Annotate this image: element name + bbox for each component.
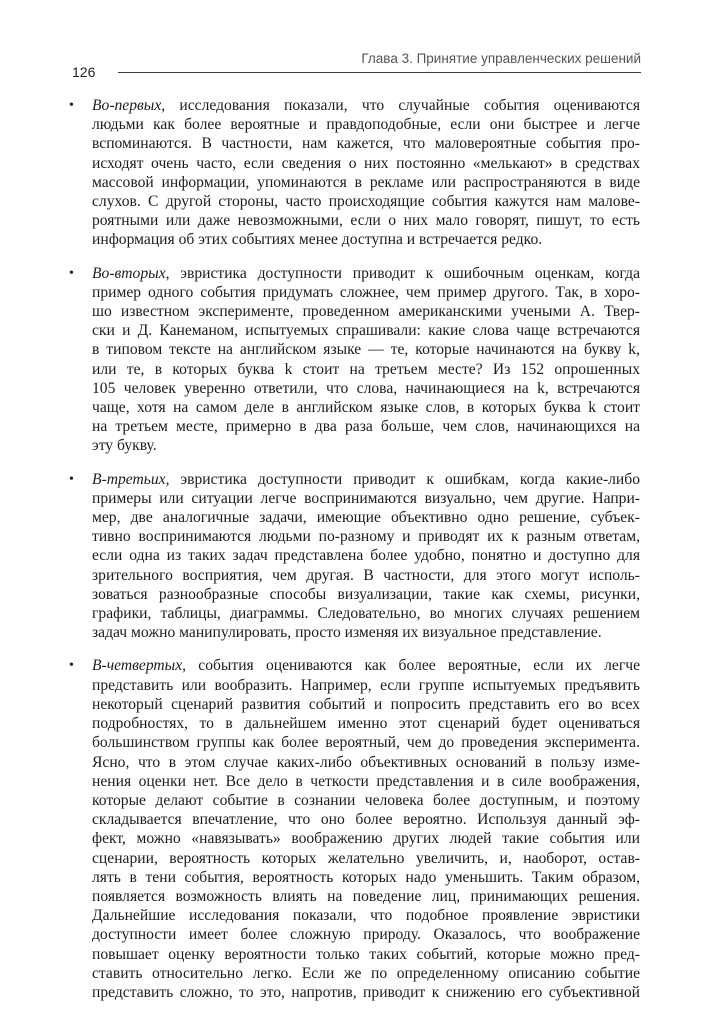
text-line: лять в тени события, вероятность которых надо уменьшить. Таким образом,	[92, 868, 640, 886]
running-head: Глава 3. Принятие управленческих решений	[361, 51, 641, 66]
body-text	[69, 96, 640, 1016]
text-line: представить или вообразить. Например, если группе испытуемых предъявить	[92, 676, 640, 694]
text-line: в типовом тексте на английском языке — те, которые начинаются на букву k,	[92, 341, 640, 359]
text-line: слухов. С другой стороны, часто происходящие события кажутся нам малове-	[92, 193, 640, 211]
text-line: некоторый сценарий развития событий и попросить представить его во всех	[92, 695, 640, 713]
bullet-lead: Во-вторых	[92, 264, 166, 282]
bullet-marker: •	[69, 658, 74, 674]
text-line: информация об этих событиях менее доступна и встречается редко.	[92, 231, 543, 249]
text-line: тивно воспринимаются людьми по-разному и приводят их к разным ответам,	[92, 528, 640, 546]
text-line: если одна из таких задач представлена более удобно, понятно и доступно для	[92, 547, 640, 565]
bullet-marker: •	[69, 265, 74, 281]
text-line: появляется возможность влиять на поведение лиц, принимающих решения.	[92, 887, 640, 905]
bullet-marker: •	[69, 471, 74, 487]
text-line: 105 человек уверенно ответили, что слова, начинающиеся на k, встречаются	[92, 379, 640, 397]
bullet-marker: •	[69, 98, 74, 113]
text-line: роятными или даже невозможными, если о них мало говорят, пишут, то есть	[92, 212, 640, 230]
text-line: Ясно, что в этом случае каких-либо объективных оснований в пользу изме-	[92, 753, 640, 771]
text-line: представить сложно, то это, напротив, приводит к снижению его субъективной	[92, 983, 640, 1001]
bullet-lead: Во-первых	[92, 97, 162, 114]
text-line: сценарии, вероятность которых желательно увеличить, и, наоборот, остав-	[92, 849, 640, 867]
text-line: людьми как более вероятные и правдоподобные, если они быстрее и легче	[92, 116, 640, 134]
text-line: ставить относительно легко. Если же по определенному описанию событие	[92, 964, 640, 982]
text-line: примеры или ситуации легче воспринимаются визуально, чем другие. Напри-	[92, 489, 640, 507]
text-line: В-четвертых, события оцениваются как более вероятные, если их легче	[92, 657, 640, 675]
text-line: эту букву.	[92, 437, 157, 455]
text-line: графики, таблицы, диаграммы. Следовательно, во многих случаях решением	[92, 605, 640, 623]
text-line: которые делают событие в сознании человека более доступным, и поэтому	[92, 791, 640, 809]
text-line: фект, можно «навязывать» воображению других людей такие события или	[92, 830, 640, 848]
text-line: зрительного восприятия, чем другая. В частности, для этого могут исполь-	[92, 566, 640, 584]
text-line: пример одного события придумать сложнее, чем пример другого. Так, в хоро-	[92, 283, 640, 301]
text-line: В-третьих, эвристика доступности приводит к ошибкам, когда какие-либо	[92, 470, 640, 488]
text-line: исходят очень часто, если сведения о них постоянно «мелькают» в средствах	[92, 154, 640, 172]
text-line: шо известном эксперименте, проведенном американскими учеными А. Твер-	[92, 303, 640, 321]
text-line: доступности имеет более сложную природу. Оказалось, что воображение	[92, 926, 640, 944]
text-line: зоваться разнообразные способы визуализации, такие как схемы, рисунки,	[92, 585, 640, 603]
text-line: задач можно манипулировать, просто изменяя их визуальное представление.	[92, 624, 602, 642]
text-line: или те, в которых буква k стоит на третьем месте? Из 152 опрошенных	[92, 360, 640, 378]
text-line: складывается впечатление, что оно более вероятно. Используя данный эф-	[92, 811, 640, 829]
text-line: большинством группы как более вероятный, чем до проведения эксперимента.	[92, 734, 640, 752]
header-rule	[118, 72, 641, 73]
text-line: на третьем месте, примерно в два раза больше, чем слов, начинающихся на	[92, 418, 640, 436]
text-line: чаще, хотя на самом деле в английском языке слов, в которых буква k стоит	[92, 399, 640, 417]
text-line: ски и Д. Канеманом, испытуемых спрашивали: какие слова чаще встречаются	[92, 322, 640, 340]
text-line: массовой информации, упоминаются в рекламе или распространяются в виде	[92, 173, 640, 191]
text-line: Дальнейшие исследования показали, что подобное проявление эвристики	[92, 907, 640, 925]
bullet-lead: В-четвертых	[92, 657, 183, 675]
text-line: Во-первых, исследования показали, что случайные события оцениваются	[92, 97, 640, 114]
text-line: мер, две аналогичные задачи, имеющие объективно одно решение, субъек-	[92, 509, 640, 527]
text-line: повышает оценку вероятности только таких событий, которые можно пред-	[92, 945, 640, 963]
bullet-item	[69, 470, 640, 643]
text-line: вспоминаются. В частности, нам кажется, что маловероятные события про-	[92, 135, 640, 153]
text-line: нения оценки нет. Все дело в четкости представления и в силе воображения,	[92, 772, 640, 790]
page-number: 126	[72, 64, 96, 80]
page-header	[72, 50, 641, 78]
text-line: подробностях, то в дальнейшем именно этот сценарий будет оцениваться	[92, 715, 640, 733]
bullet-item	[69, 656, 640, 1002]
text-line: Во-вторых, эвристика доступности приводит к ошибочным оценкам, когда	[92, 264, 640, 282]
bullet-lead: В-третьих	[92, 470, 166, 488]
bullet-item	[69, 96, 640, 250]
bullet-item	[69, 264, 640, 456]
